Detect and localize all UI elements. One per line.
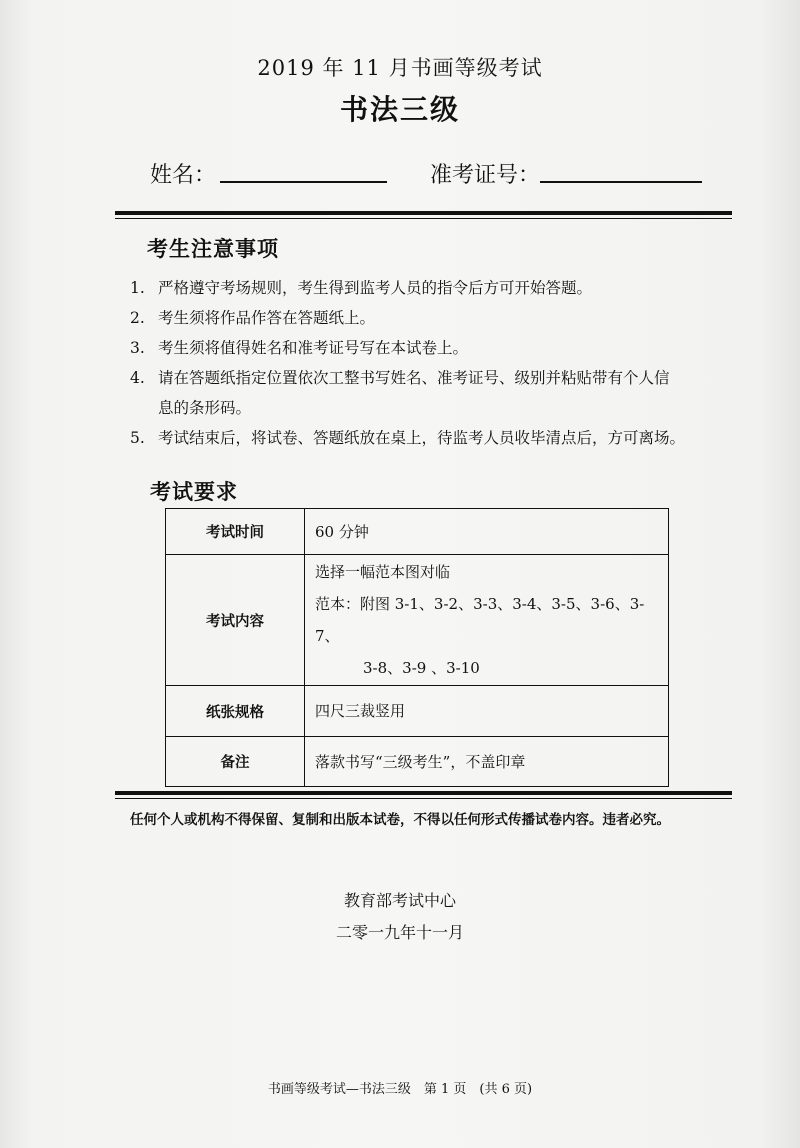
requirement-line: 60 分钟 (315, 522, 369, 541)
notice-number: 1. (130, 279, 145, 297)
exam-id-label: 准考证号： (430, 163, 541, 188)
issue-date: 二零一九年十一月 (335, 923, 464, 942)
requirement-line: 范本：附图 3-1、3-2、3-3、3-4、3-5、3-6、3-7、 (315, 595, 645, 645)
notice-text (158, 333, 730, 363)
name-label: 姓名： (150, 163, 217, 188)
requirement-key: 考试内容 (166, 555, 305, 686)
exam-title: 2019 年 11 月书画等级考试 (257, 56, 543, 80)
requirement-line: 落款书写“三级考生”，不盖印章 (315, 752, 526, 771)
notice-line: 严格遵守考场规则，考生得到监考人员的指令后方可开始答题。 (158, 279, 593, 297)
requirement-value (305, 555, 669, 686)
requirement-line: 四尺三裁竖用 (315, 702, 406, 720)
notice-text (158, 363, 730, 423)
notice-item (130, 363, 730, 423)
requirements-heading: 考试要求 (150, 480, 238, 504)
notice-list (130, 273, 730, 453)
page-footer: 书画等级考试—书法三级 第 1 页 (共 6 页) (267, 1082, 533, 1097)
requirement-value (305, 509, 669, 555)
requirement-value (305, 686, 669, 737)
table-row (166, 737, 669, 787)
bottom-divider (115, 791, 732, 799)
notice-line: 请在答题纸指定位置依次工整书写姓名、准考证号、级别并粘贴带有个人信 (158, 369, 670, 387)
requirement-value (305, 737, 669, 787)
notices-heading: 考生注意事项 (147, 237, 279, 261)
requirement-line: 3-8、3-9 、3-10 (363, 659, 480, 677)
notice-item (130, 303, 730, 333)
table-row (166, 555, 669, 686)
requirement-key: 备注 (166, 737, 305, 787)
notice-number: 2. (130, 309, 145, 327)
requirements-table (165, 508, 669, 787)
notice-line: 考生须将值得姓名和准考证号写在本试卷上。 (158, 339, 469, 357)
copyright-notice: 任何个人或机构不得保留、复制和出版本试卷，不得以任何形式传播试卷内容。违者必究。 (130, 812, 670, 828)
name-blank-line (220, 181, 387, 183)
top-divider (115, 211, 732, 219)
notice-item (130, 333, 730, 363)
notice-line: 考试结束后，将试卷、答题纸放在桌上，待监考人员收毕清点后，方可离场。 (158, 429, 686, 447)
issuer: 教育部考试中心 (343, 891, 456, 910)
notice-number: 4. (130, 369, 145, 387)
notice-text (158, 273, 730, 303)
table-row (166, 509, 669, 555)
notice-line: 息的条形码。 (158, 399, 252, 417)
subject-title: 书法三级 (339, 93, 460, 126)
notice-text (158, 423, 730, 453)
table-row (166, 686, 669, 737)
notice-text (158, 303, 730, 333)
requirement-line: 选择一幅范本图对临 (315, 563, 451, 581)
notice-number: 3. (130, 339, 145, 357)
requirement-key: 纸张规格 (166, 686, 305, 737)
notice-item (130, 273, 730, 303)
requirement-key: 考试时间 (166, 509, 305, 555)
notice-line: 考生须将作品作答在答题纸上。 (158, 309, 376, 327)
exam-id-blank-line (540, 181, 702, 183)
notice-item (130, 423, 730, 453)
notice-number: 5. (130, 429, 145, 447)
